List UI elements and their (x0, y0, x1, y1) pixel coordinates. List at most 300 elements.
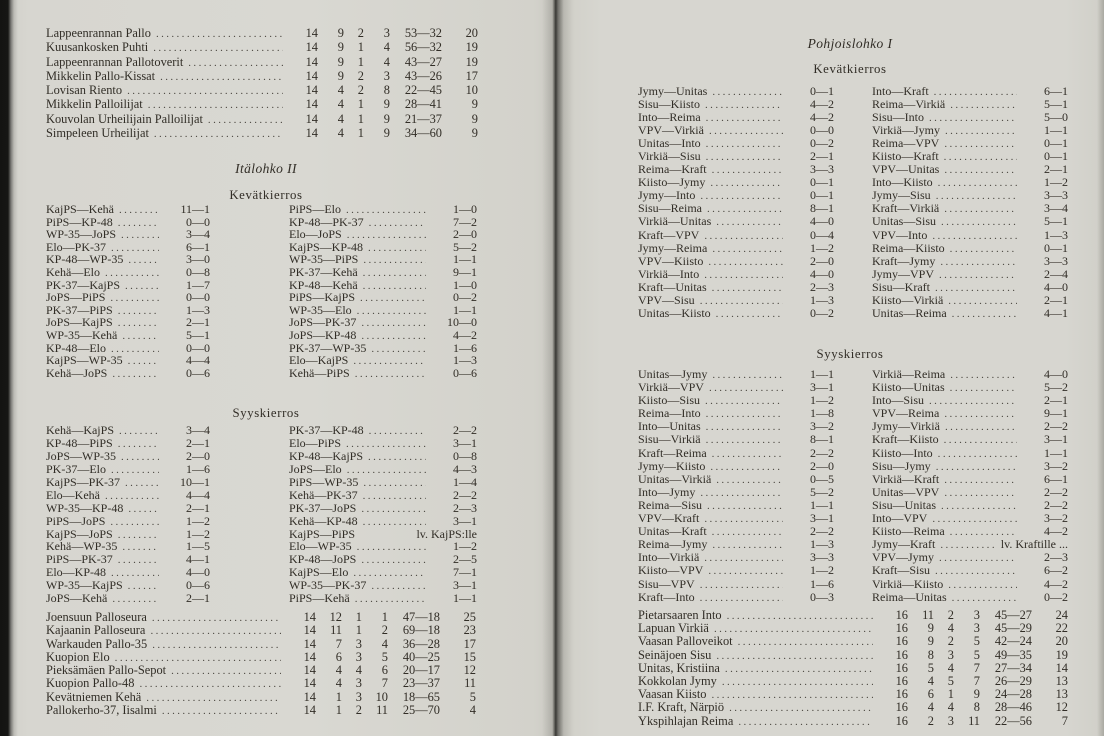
dot-leader (941, 215, 1017, 229)
match-pair: Virkiä—Sisu (638, 149, 701, 164)
dot-leader (125, 476, 159, 490)
table-row (638, 662, 1068, 675)
match-row (46, 515, 210, 528)
dot-leader (188, 55, 283, 70)
losses: 4 (381, 636, 388, 651)
wins: 7 (335, 636, 342, 651)
match-pair: Jymy—Virkiä (872, 419, 940, 434)
dot-leader (712, 163, 783, 177)
match-row (872, 242, 1068, 255)
losses: 9 (383, 126, 390, 141)
wins: 4 (335, 676, 342, 691)
match-score: 1—2 (810, 240, 834, 255)
dot-leader (710, 460, 783, 474)
team-name: Kajaanin Palloseura (46, 623, 146, 638)
match-score: 1—3 (186, 302, 210, 317)
match-pair: Kraft—Reima (638, 445, 707, 460)
standings-table-right-page (638, 609, 1068, 728)
wins: 4 (927, 673, 934, 688)
points: 20 (1055, 634, 1068, 649)
points: 14 (1055, 660, 1068, 675)
match-pair: JoPS—PiPS (46, 290, 106, 305)
losses: 9 (383, 111, 390, 126)
dot-leader (346, 203, 426, 217)
match-score: 2—2 (1044, 497, 1068, 512)
dot-leader (729, 701, 873, 715)
match-pair: Elo—PK-37 (46, 239, 106, 254)
dot-leader (119, 203, 159, 217)
match-pair: Sisu—Kiisto (638, 97, 701, 112)
draws: 4 (947, 621, 954, 636)
match-row (289, 329, 477, 342)
match-row (638, 281, 834, 294)
losses: 3 (383, 26, 390, 40)
match-pair: KajPS—JoPS (46, 526, 113, 541)
team-name: Vaasan Kiisto (638, 687, 707, 702)
match-score: 2—2 (453, 423, 477, 437)
wins: 2 (927, 713, 934, 728)
match-pair: Sisu—Virkiä (638, 432, 701, 447)
wins: 9 (927, 634, 934, 649)
match-score: 3—3 (810, 550, 834, 565)
dot-leader (932, 512, 1017, 526)
table-row (46, 26, 478, 40)
match-pair: PK-37—PiPS (46, 302, 113, 317)
match-row (46, 266, 210, 279)
match-score: 1—3 (810, 292, 834, 307)
match-score: 1—3 (1044, 227, 1068, 242)
match-pair: KP-48—WP-35 (46, 252, 124, 267)
team-name: Seinäjoen Sisu (638, 647, 712, 662)
match-pair: Virkiä—Reima (872, 367, 946, 381)
page-right-edge-shadow (1097, 0, 1104, 736)
match-pair: PK-37—KP-48 (289, 423, 364, 437)
match-score: 2—1 (1044, 162, 1068, 177)
points: 19 (1055, 647, 1068, 662)
match-score: 4—2 (810, 97, 834, 112)
team-name: Unitas, Kristiina (638, 660, 720, 675)
draws: 3 (355, 636, 362, 651)
match-row (872, 460, 1068, 473)
match-score: 0—2 (453, 290, 477, 305)
match-row (872, 578, 1068, 591)
match-pair: PiPS—JoPS (46, 513, 106, 528)
match-pair: Kraft—Into (638, 589, 695, 604)
match-row (638, 578, 834, 591)
match-row (46, 354, 210, 367)
points: 5 (469, 689, 476, 704)
table-row (46, 664, 476, 677)
match-score: 3—1 (810, 380, 834, 395)
dot-leader (363, 279, 426, 293)
match-row (638, 564, 834, 577)
dot-leader (939, 551, 1017, 565)
round-title-autumn-right-page: Syyskierros (816, 347, 884, 361)
team-name: Kuopion Elo (46, 649, 110, 664)
match-score: 9—1 (1044, 406, 1068, 421)
match-row (289, 463, 477, 476)
dot-leader (111, 241, 159, 255)
draws: 2 (357, 26, 364, 40)
page-gutter-shadow (542, 0, 574, 736)
wins: 8 (927, 647, 934, 662)
match-pair: Unitas—Reima (872, 305, 947, 320)
match-list-spring-right-col (289, 203, 477, 379)
losses: 8 (383, 83, 390, 98)
points: 17 (463, 636, 476, 651)
goal-difference: 42—24 (994, 634, 1032, 649)
match-score: 2—2 (810, 524, 834, 539)
match-pair: Kehä—PK-37 (289, 487, 358, 502)
dot-leader (716, 473, 783, 487)
wins: 5 (927, 660, 934, 675)
match-score: 1—3 (453, 353, 477, 368)
dot-leader (944, 137, 1017, 151)
games-played: 14 (303, 623, 316, 638)
losses: 3 (383, 68, 390, 83)
match-pair: WP-35—JoPS (46, 227, 117, 242)
match-pair: Kiisto—Reima (872, 524, 945, 539)
table-row (46, 677, 476, 690)
match-score: 0—1 (1044, 136, 1068, 151)
dot-leader (128, 502, 159, 516)
dot-leader (716, 649, 873, 663)
wins: 1 (335, 703, 342, 718)
wins: 6 (335, 649, 342, 664)
dot-leader (711, 688, 873, 702)
losses: 1 (381, 610, 388, 624)
dot-leader (118, 216, 159, 230)
dot-leader (945, 124, 1017, 138)
games-played: 16 (895, 700, 908, 715)
match-pair: Kiisto—Jymy (638, 175, 706, 190)
draws: 1 (355, 610, 362, 624)
match-row (638, 307, 834, 320)
match-score: 4—2 (453, 327, 477, 342)
match-pair: Kraft—Sisu (872, 563, 930, 578)
match-row (872, 215, 1068, 228)
match-score: 3—1 (453, 435, 477, 450)
match-row (638, 460, 834, 473)
dot-leader (716, 215, 783, 229)
match-row (46, 450, 210, 463)
match-row (289, 354, 477, 367)
match-pair: KajPS—Kehä (46, 202, 114, 216)
dot-leader (357, 540, 426, 554)
goal-difference: 26—29 (994, 673, 1032, 688)
match-score: 0—1 (810, 188, 834, 203)
match-pair: Kraft—Kiisto (872, 432, 939, 447)
dot-leader (105, 489, 159, 503)
match-score: 3—3 (1044, 253, 1068, 268)
match-pair: Sisu—Kraft (872, 279, 930, 294)
games-played: 14 (303, 703, 316, 718)
match-row (46, 424, 210, 437)
match-pair: Kraft—Virkiä (872, 201, 940, 216)
losses: 11 (376, 703, 388, 718)
match-pair: WP-35—KajPS (46, 578, 123, 593)
match-pair: Kraft—Jymy (872, 253, 936, 268)
match-pair: Kiisto—Kraft (872, 149, 939, 164)
match-pair: Kiisto—Unitas (872, 380, 945, 395)
points: 10 (465, 83, 478, 98)
dot-leader (944, 150, 1017, 164)
match-score: 3—1 (810, 511, 834, 526)
points: 7 (1061, 713, 1068, 728)
match-score: 0—0 (186, 340, 210, 355)
match-score: 1—3 (810, 537, 834, 552)
match-score: 0—0 (186, 214, 210, 229)
points: 4 (469, 703, 476, 718)
games-played: 14 (303, 610, 316, 624)
wins: 11 (330, 623, 342, 638)
points: 13 (1055, 687, 1068, 702)
match-score: 0—2 (810, 305, 834, 320)
dot-leader (712, 85, 783, 99)
dot-leader (361, 553, 426, 567)
match-score: 8—1 (810, 201, 834, 216)
match-pair: Reima—Jymy (638, 537, 708, 552)
table-row (46, 112, 478, 126)
match-row (872, 591, 1068, 604)
match-pair: PiPS—KajPS (289, 290, 356, 305)
games-played: 14 (305, 111, 318, 126)
losses: 2 (381, 623, 388, 638)
match-score: 11—1 (180, 202, 210, 216)
match-list-autumn-left-col-right-page (638, 368, 834, 604)
dot-leader (938, 176, 1017, 190)
standings-table-bottom-left (46, 611, 476, 717)
match-pair: WP-35—Elo (289, 302, 352, 317)
games-played: 16 (895, 647, 908, 662)
match-pair: Unitas—VPV (872, 484, 940, 499)
match-score: 2—0 (453, 227, 477, 242)
match-score: 9—1 (453, 264, 477, 279)
match-pair: Into—Kraft (872, 84, 929, 98)
dot-leader (706, 420, 783, 434)
dot-leader (712, 525, 783, 539)
wins: 1 (335, 689, 342, 704)
match-list-autumn-right-col-right-page (872, 368, 1068, 604)
round-title-spring-left-page: Kevätkierros (229, 188, 303, 202)
section-title-pohjoislohko: Pohjoislohko I (807, 36, 893, 51)
dot-leader (705, 394, 783, 408)
draws: 3 (947, 713, 954, 728)
match-row (872, 281, 1068, 294)
match-pair: Reima—Sisu (638, 497, 703, 512)
match-score: 0—8 (186, 264, 210, 279)
match-row (46, 437, 210, 450)
match-score: 1—7 (186, 277, 210, 292)
dot-leader (162, 704, 281, 718)
dot-leader (706, 111, 783, 125)
draws: 5 (947, 673, 954, 688)
match-score: 1—8 (810, 406, 834, 421)
match-score: 0—2 (1044, 589, 1068, 604)
dot-leader (371, 342, 426, 356)
match-score: 1—2 (186, 513, 210, 528)
match-pair: VPV—Reima (872, 406, 940, 421)
games-played: 14 (305, 54, 318, 69)
games-played: 14 (305, 83, 318, 98)
dot-leader (127, 83, 283, 98)
losses: 10 (375, 689, 388, 704)
dot-leader (738, 715, 873, 729)
goal-difference: 69—18 (402, 623, 440, 638)
match-score: 4—4 (186, 353, 210, 368)
dot-leader (952, 307, 1017, 321)
match-score: 3—4 (186, 227, 210, 242)
team-name: Mikkelin Pallo-Kissat (46, 68, 156, 83)
dot-leader (118, 316, 159, 330)
match-row (46, 489, 210, 502)
table-row (46, 651, 476, 664)
dot-leader (709, 381, 783, 395)
match-score: 4—3 (453, 461, 477, 476)
match-row (46, 329, 210, 342)
points: 24 (1055, 608, 1068, 622)
goal-difference: 22—45 (404, 83, 442, 98)
losses: 9 (383, 97, 390, 112)
goal-difference: 45—27 (994, 608, 1032, 622)
dot-leader (112, 367, 159, 381)
dot-leader (712, 281, 783, 295)
team-name: Lappeenrannan Pallo (46, 26, 151, 40)
dot-leader (707, 202, 783, 216)
dot-leader (722, 675, 873, 689)
wins: 9 (927, 621, 934, 636)
match-pair: Jymy—VPV (872, 266, 935, 281)
goal-difference: 53—32 (404, 26, 442, 40)
match-pair: Into—Unitas (638, 419, 701, 434)
match-pair: Elo—WP-35 (289, 539, 352, 554)
dot-leader (712, 538, 783, 552)
dot-leader (363, 266, 426, 280)
match-row (46, 367, 210, 380)
goal-difference: 49—35 (994, 647, 1032, 662)
dot-leader (118, 437, 159, 451)
table-row (46, 69, 478, 83)
match-pair: JoPS—PK-37 (289, 315, 357, 330)
goal-difference: 45—29 (994, 621, 1032, 636)
dot-leader (208, 112, 283, 127)
table-row (638, 701, 1068, 714)
match-row (638, 447, 834, 460)
points: 11 (464, 676, 476, 691)
dot-leader (706, 433, 783, 447)
match-pair: Kraft—Unitas (638, 279, 707, 294)
match-list-spring-right-col-right-page (872, 85, 1068, 320)
dot-leader (363, 489, 426, 503)
table-row (46, 638, 476, 651)
goal-difference: 43—27 (404, 54, 442, 69)
dot-leader (353, 354, 426, 368)
team-name: Kevätniemen Kehä (46, 689, 142, 704)
dot-leader (939, 268, 1017, 282)
match-pair: Into—Jymy (638, 484, 696, 499)
wins: 4 (337, 97, 344, 112)
losses: 3 (973, 621, 980, 636)
goal-difference: 21—37 (404, 111, 442, 126)
dot-leader (704, 512, 783, 526)
points: 20 (465, 26, 478, 40)
team-name: Kuusankosken Puhti (46, 40, 149, 55)
points: 12 (463, 663, 476, 678)
dot-leader (712, 447, 783, 461)
match-list-autumn-right-col (289, 424, 477, 605)
match-score: 3—3 (1044, 188, 1068, 203)
dot-leader (725, 662, 873, 676)
dot-leader (941, 499, 1017, 513)
match-pair: VPV—Unitas (872, 162, 940, 177)
losses: 9 (973, 687, 980, 702)
match-score: 3—1 (1044, 432, 1068, 447)
dot-leader (710, 176, 783, 190)
match-row (638, 242, 834, 255)
match-score: 4—0 (186, 565, 210, 580)
games-played: 16 (895, 660, 908, 675)
dot-leader (357, 304, 426, 318)
match-row (872, 229, 1068, 242)
dot-leader (361, 502, 426, 516)
points: 19 (465, 54, 478, 69)
wins: 4 (927, 700, 934, 715)
match-pair: JoPS—Kehä (46, 591, 108, 606)
match-pair: VPV—Kraft (638, 511, 700, 526)
match-pair: Into—Kiisto (872, 175, 933, 190)
dot-leader (119, 424, 159, 438)
match-score: 5—2 (810, 484, 834, 499)
match-row (46, 502, 210, 515)
dot-leader (111, 342, 159, 356)
goal-difference: 36—28 (402, 636, 440, 651)
dot-leader (153, 40, 283, 55)
dot-leader (706, 150, 783, 164)
goal-difference: 28—41 (404, 97, 442, 112)
team-name: Ykspihlajan Reima (638, 713, 734, 728)
match-score: 2—1 (186, 591, 210, 606)
dot-leader (704, 268, 783, 282)
match-pair: JoPS—Elo (289, 461, 342, 476)
table-row (638, 715, 1068, 728)
losses: 5 (973, 634, 980, 649)
match-score: 0—6 (453, 365, 477, 380)
match-score: 0—6 (186, 578, 210, 593)
match-score: 4—0 (1044, 279, 1068, 294)
losses: 7 (381, 676, 388, 691)
match-score: 2—1 (1044, 292, 1068, 307)
losses: 4 (383, 54, 390, 69)
match-score: 0—0 (186, 290, 210, 305)
match-pair: Virkiä—Kiisto (872, 576, 944, 591)
match-score: 3—1 (453, 578, 477, 593)
match-score: 3—4 (186, 423, 210, 437)
games-played: 14 (303, 676, 316, 691)
match-pair: Jymy—Sisu (872, 188, 931, 203)
match-row (289, 592, 477, 605)
match-row (872, 447, 1068, 460)
match-score: 1—2 (1044, 175, 1068, 190)
team-name: Lappeenrannan Pallotoverit (46, 54, 184, 69)
goal-difference: 22—56 (994, 713, 1032, 728)
match-pair: KajPS—KP-48 (289, 239, 364, 254)
match-score: 0—4 (810, 227, 834, 242)
draws: 4 (355, 663, 362, 678)
dot-leader (934, 85, 1017, 99)
match-pair: JoPS—KP-48 (289, 327, 357, 342)
points: 12 (1055, 700, 1068, 715)
match-pair: Sisu—Reima (638, 201, 703, 216)
